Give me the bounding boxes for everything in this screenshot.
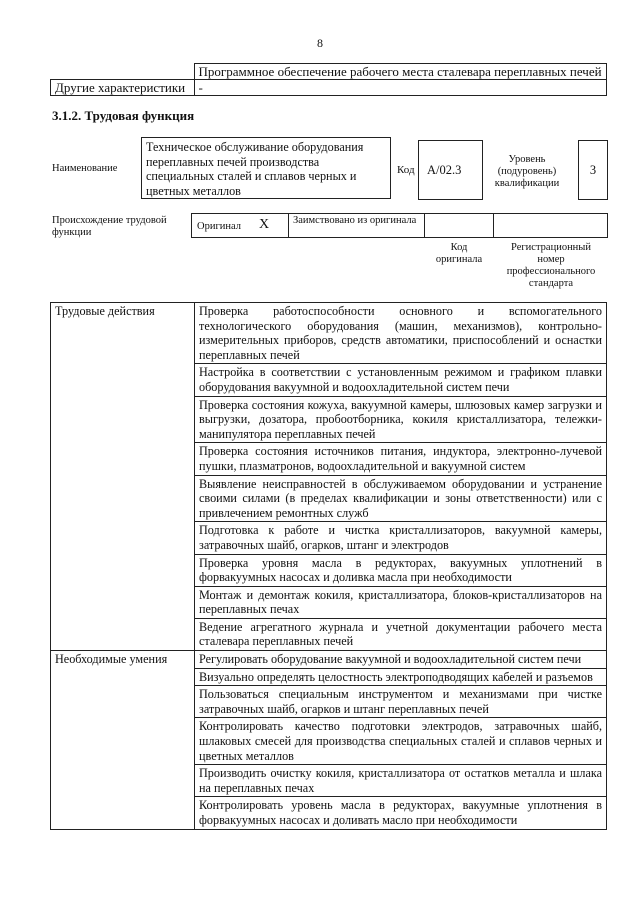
row-value: - bbox=[194, 80, 607, 96]
list-item: Проверка состояния кожуха, вакуумной камеры, шлюзовых камер загрузки и выгрузки, дозатора, пробоотборника, кокиля кристаллизатора, тележки-манипулятора переплавных печей bbox=[195, 396, 607, 443]
list-item: Подготовка к работе и чистка кристаллизаторов, вакуумной камеры, затравочных шайб, огарков, штанг и электродов bbox=[195, 522, 607, 554]
list-item: Монтаж и демонтаж кокиля, кристаллизатора, блоков-кристаллизаторов на переплавных печах bbox=[195, 586, 607, 618]
list-item: Визуально определять целостность электроподводящих кабелей и разъемов bbox=[195, 668, 607, 686]
list-item: Проверка состояния источников питания, индуктора, электронно-лучевой пушки, плазматронов, водоохладительной и вакуумной систем bbox=[195, 443, 607, 475]
list-item: Выявление неисправностей в обслуживаемом оборудовании и устранение своими силами (в пределах квалификации и зоны ответственности) или с привлечением ремонтных служб bbox=[195, 475, 607, 522]
borrowed-box bbox=[288, 213, 425, 238]
list-item: Производить очистку кокиля, кристаллизатора от остатков металла и шлака на переплавных печах bbox=[195, 765, 607, 797]
code-box: А/02.3 bbox=[418, 140, 483, 200]
original-label: Оригинал bbox=[197, 221, 241, 232]
section-title: 3.1.2. Трудовая функция bbox=[52, 108, 195, 123]
table-row bbox=[51, 64, 607, 80]
list-item: Настройка в соответствии с установленным режимом и графиком плавки оборудования вакуумной и водоохладительной систем печи bbox=[195, 364, 607, 396]
name-label: Наименование bbox=[52, 163, 118, 174]
list-item: Контролировать уровень масла в редукторах, вакуумные уплотнения в форвакуумных насосах и доливать масло при необходимости bbox=[195, 797, 607, 829]
list-item: Ведение агрегатного журнала и учетной документации рабочего места сталевара переплавных печей bbox=[195, 618, 607, 650]
table-row bbox=[51, 80, 607, 96]
section-label: Необходимые умения bbox=[51, 651, 195, 830]
code-original-caption: Код оригинала bbox=[435, 242, 483, 265]
level-box: 3 bbox=[578, 140, 608, 200]
list-item: Контролировать качество подготовки электродов, затравочных шайб, шлаковых смесей для производства специальных сталей и сплавов черных и цветных металлов bbox=[195, 718, 607, 765]
list-item: Проверка работоспособности основного и вспомогательного технологического оборудования (машин, механизмов), контрольно-измерительных приборов, средств автоматики, приспособлений и оснастки переплавных печей bbox=[195, 303, 607, 364]
row-label bbox=[51, 64, 195, 80]
origin-label: Происхождение трудовой функции bbox=[52, 215, 167, 238]
code-original-box bbox=[424, 213, 494, 238]
row-value: Программное обеспечение рабочего места сталевара переплавных печей bbox=[194, 64, 607, 80]
table-row bbox=[51, 303, 607, 364]
list-item: Пользоваться специальным инструментом и механизмами при чистке затравочных шайб, огарков и штанг переплавных печей bbox=[195, 686, 607, 718]
function-details-table bbox=[50, 302, 607, 830]
reg-number-box bbox=[493, 213, 608, 238]
list-item: Проверка уровня масла в редукторах, вакуумных уплотнений в форвакуумных насосах и доливка масла при необходимости bbox=[195, 554, 607, 586]
row-label: Другие характеристики bbox=[51, 80, 195, 96]
original-mark: X bbox=[259, 217, 270, 232]
code-label: Код bbox=[397, 164, 415, 176]
page-number: 8 bbox=[317, 36, 323, 50]
function-name-box: Техническое обслуживание оборудования переплавных печей производства специальных сталей и сплавов черных и цветных металлов bbox=[141, 137, 391, 199]
borrowed-label: Заимствовано из оригинала bbox=[293, 215, 417, 226]
list-item: Регулировать оборудование вакуумной и водоохладительной систем печи bbox=[195, 651, 607, 669]
level-label: Уровень (подуровень) квалификации bbox=[494, 154, 560, 189]
reg-number-caption: Регистрационный номер профессионального стандарта bbox=[506, 242, 596, 289]
table-row bbox=[51, 651, 607, 669]
section-label: Трудовые действия bbox=[51, 303, 195, 651]
original-box bbox=[191, 213, 289, 238]
characteristics-table bbox=[50, 63, 607, 96]
